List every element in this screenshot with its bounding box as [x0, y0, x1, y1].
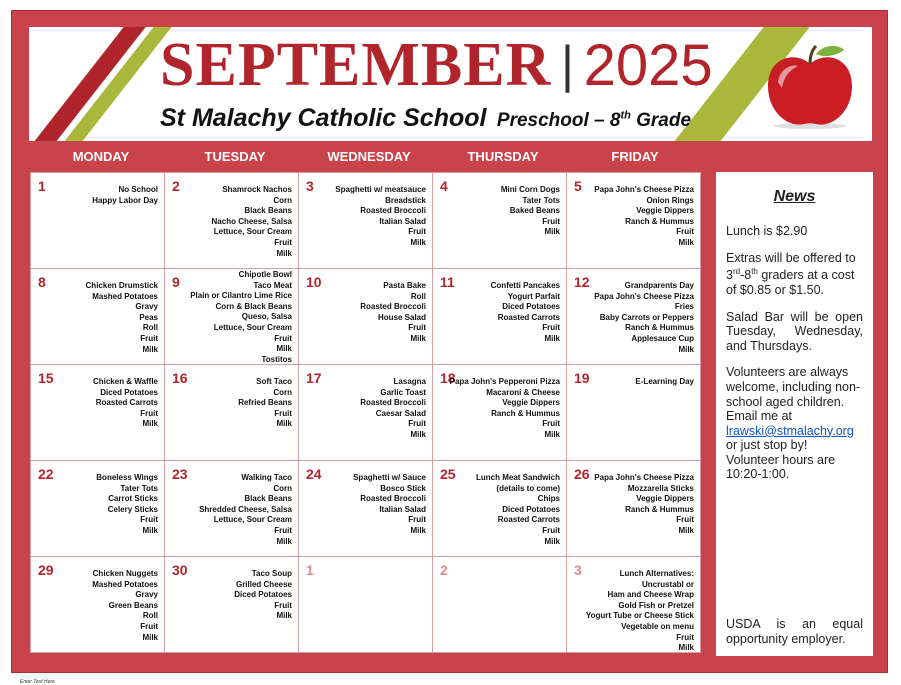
menu-item: Roll [410, 291, 426, 301]
menu-item: Fruit [408, 419, 426, 429]
menu-item: Roasted Carrots [497, 515, 560, 525]
menu-item: Corn [273, 483, 292, 493]
menu-item: Fruit [542, 525, 560, 535]
day-cell [432, 268, 567, 365]
menu-item: Veggie Dippers [502, 398, 560, 408]
menu-item: Nacho Cheese, Salsa [211, 216, 292, 226]
day-number: 17 [306, 370, 322, 386]
menu-item: Milk [544, 536, 560, 546]
day-number: 30 [172, 562, 188, 578]
menu-item: Confetti Pancakes [490, 281, 560, 290]
menu-item: Corn [273, 195, 292, 205]
menu-item: Fruit [140, 515, 158, 525]
menu-item: Milk [410, 525, 426, 535]
menu-item: Fruit [274, 408, 292, 418]
menu-item: Roasted Carrots [497, 312, 560, 322]
day-number: 8 [38, 274, 46, 290]
day-number: 26 [574, 466, 590, 482]
menu-list [594, 281, 694, 355]
day-header-thursday: THURSDAY [467, 149, 539, 164]
menu-item: Fries [674, 302, 694, 312]
menu-item: Ranch & Hummus [625, 216, 694, 226]
menu-list [353, 473, 426, 537]
extras-text-b: -8 [740, 268, 752, 283]
menu-item: Roasted Broccoli [360, 206, 426, 216]
menu-item: Fruit [542, 216, 560, 226]
menu-item: Veggie Dippers [636, 494, 694, 504]
day-cell [432, 556, 567, 653]
title [160, 30, 713, 100]
menu-list [92, 569, 158, 643]
day-number: 5 [574, 178, 582, 194]
year-title: 2025 [583, 32, 713, 98]
volunteer-note [726, 365, 863, 482]
menu-item: Fruit [274, 237, 292, 247]
day-cell [164, 268, 299, 365]
menu-item: (details to come) [496, 483, 560, 493]
menu-item: Lettuce, Sour Cream [213, 227, 292, 237]
menu-item: Taco Meat [253, 280, 292, 290]
grade-sup: th [620, 109, 631, 122]
menu-list [199, 473, 292, 547]
menu-item: Veggie Dippers [636, 206, 694, 216]
menu-item: Celery Sticks [107, 504, 158, 514]
menu-item: Gold Fish or Pretzel [618, 600, 694, 610]
day-number: 24 [306, 466, 322, 482]
menu-item: Breadstick [385, 195, 426, 205]
menu-item: Onion Rings [646, 195, 694, 205]
day-cell [432, 460, 567, 557]
menu-item: Milk [410, 429, 426, 439]
menu-item: Diced Potatoes [502, 302, 560, 312]
menu-item: Gravy [135, 302, 158, 312]
day-cell [30, 268, 165, 365]
menu-item: Milk [544, 429, 560, 439]
menu-item: Italian Salad [379, 504, 426, 514]
menu-item: Grandparents Day [624, 281, 694, 290]
grade-prefix: Preschool – 8 [496, 110, 621, 131]
menu-item: Applesauce Cup [631, 333, 694, 343]
footer-text: Enter Text Here [20, 679, 55, 685]
menu-item: Chips [537, 494, 560, 504]
menu-item: Gravy [135, 590, 158, 600]
menu-list [96, 473, 158, 537]
menu-item: Yogurt Tube or Cheese Stick [585, 611, 694, 621]
menu-item: Milk [276, 419, 292, 429]
day-cell [164, 364, 299, 461]
menu-item: Roasted Broccoli [360, 398, 426, 408]
menu-list [335, 185, 426, 249]
day-number: 12 [574, 274, 590, 290]
menu-item: Grilled Cheese [235, 579, 292, 589]
title-separator: | [559, 37, 576, 93]
day-number: 19 [574, 370, 590, 386]
menu-item: Mini Corn Dogs [500, 185, 560, 194]
menu-item: Fruit [676, 632, 694, 642]
menu-item: Fruit [140, 333, 158, 343]
menu-item: Queso, Salsa [241, 312, 292, 322]
menu-item: Walking Taco [241, 473, 292, 482]
menu-item: Pasta Bake [383, 281, 426, 290]
day-cell [30, 172, 165, 269]
day-cell [30, 460, 165, 557]
menu-item: Papa John's Cheese Pizza [594, 473, 694, 482]
day-cell [298, 268, 433, 365]
menu-list [92, 185, 158, 206]
menu-item: Fruit [140, 621, 158, 631]
day-header-friday: FRIDAY [611, 149, 659, 164]
day-cell [432, 172, 567, 269]
day-number: 11 [440, 274, 455, 290]
menu-list [491, 281, 560, 345]
menu-item: Uncrustabl or [641, 579, 694, 589]
menu-item: Lunch Alternatives: [619, 569, 694, 578]
menu-item: Milk [544, 333, 560, 343]
menu-item: Milk [410, 333, 426, 343]
menu-item: Roll [142, 611, 158, 621]
day-number: 2 [172, 178, 180, 194]
menu-item: Milk [142, 632, 158, 642]
day-number: 25 [440, 466, 456, 482]
volunteer-text: Volunteers are always welcome, including non-school aged children. Email me at [726, 365, 861, 424]
day-cell [164, 556, 299, 653]
menu-item: Mashed Potatoes [92, 291, 158, 301]
extras-sup-2: th [751, 267, 758, 277]
menu-item: Tater Tots [522, 195, 560, 205]
usda-statement: USDA is an equal opportunity employer. [726, 617, 863, 646]
news-title: News [773, 188, 816, 205]
day-header-tuesday: TUESDAY [204, 149, 266, 164]
menu-item: Spaghetti w/ Sauce [353, 473, 426, 482]
day-number: 18 [440, 370, 456, 386]
menu-item: Fruit [274, 333, 292, 343]
extras-note [726, 251, 863, 298]
menu-item: Fruit [676, 515, 694, 525]
menu-item: Fruit [408, 323, 426, 333]
menu-item: Baby Carrots or Peppers [599, 312, 694, 322]
menu-item: Lettuce, Sour Cream [213, 515, 292, 525]
menu-item: Chicken Nuggets [92, 569, 158, 578]
menu-item: Chicken & Waffle [92, 377, 158, 386]
email-link[interactable]: lrawski@stmalachy.org [726, 423, 854, 438]
day-cell [566, 556, 701, 653]
menu-list [360, 377, 426, 441]
menu-item: Chicken Drumstick [85, 281, 158, 290]
menu-item: Fruit [676, 227, 694, 237]
day-number: 3 [306, 178, 314, 194]
menu-item: E-Learning Day [635, 377, 694, 386]
menu-item: Fruit [140, 408, 158, 418]
menu-list [360, 281, 426, 345]
volunteer-hours: or just stop by! Volunteer hours are 10:20-1:00. [726, 438, 836, 482]
menu-item: Soft Taco [256, 377, 292, 386]
menu-item: Bosco Stick [380, 483, 426, 493]
menu-item: Papa John's Cheese Pizza [594, 185, 694, 194]
menu-item: Garlic Toast [380, 387, 426, 397]
menu-item: Ranch & Hummus [625, 504, 694, 514]
menu-item: Green Beans [108, 600, 158, 610]
menu-item: Mozzarella Sticks [627, 483, 694, 493]
menu-item: Carrot Sticks [108, 494, 158, 504]
menu-item: Corn [273, 387, 292, 397]
menu-item: Diced Potatoes [502, 504, 560, 514]
grade-range [497, 110, 691, 131]
menu-item: Yogurt Parfait [507, 291, 560, 301]
menu-list [450, 377, 560, 441]
day-number: 1 [306, 562, 314, 578]
menu-item: Spaghetti w/ meatsauce [335, 185, 426, 194]
menu-item: Lunch Meat Sandwich [475, 473, 560, 482]
menu-item: Ham and Cheese Wrap [607, 590, 694, 600]
day-header-monday: MONDAY [72, 149, 130, 164]
day-number: 15 [38, 370, 54, 386]
menu-item: Milk [544, 227, 560, 237]
menu-item: Black Beans [244, 494, 292, 504]
day-cell [566, 268, 701, 365]
day-cell [298, 364, 433, 461]
menu-item: Peas [139, 312, 158, 322]
extras-text-a: Extras will be offered to 3 [726, 250, 856, 283]
school-line [160, 104, 691, 133]
menu-item: Fruit [542, 323, 560, 333]
calendar-grid [30, 172, 703, 656]
menu-item: Fruit [274, 525, 292, 535]
day-header-wednesday: WEDNESDAY [327, 149, 411, 164]
salad-bar-note: Salad Bar will be open Tuesday, Wednesday, and Thursdays. [726, 309, 863, 353]
menu-item: Roasted Broccoli [360, 302, 426, 312]
day-cell [164, 172, 299, 269]
menu-item: Tostitos [261, 354, 292, 364]
menu-list [501, 185, 560, 238]
menu-list [86, 281, 158, 355]
menu-item: Refried Beans [238, 398, 292, 408]
menu-item: Milk [276, 536, 292, 546]
day-cell [298, 172, 433, 269]
day-number: 3 [574, 562, 582, 578]
news-panel [716, 172, 873, 656]
day-number: 16 [172, 370, 188, 386]
lunch-price: Lunch is $2.90 [726, 224, 808, 238]
day-cell [164, 460, 299, 557]
menu-item: Italian Salad [379, 216, 426, 226]
menu-item: Milk [678, 525, 694, 535]
day-cell [566, 460, 701, 557]
grade-suffix: Grade [630, 110, 692, 131]
month-title: SEPTEMBER [160, 30, 552, 99]
menu-item: Milk [142, 419, 158, 429]
menu-item: Roasted Carrots [95, 398, 158, 408]
day-cell [30, 364, 165, 461]
menu-item: Papa John's Cheese Pizza [594, 291, 694, 301]
menu-item: Fruit [542, 419, 560, 429]
day-number: 22 [38, 466, 54, 482]
menu-item: Milk [678, 237, 694, 247]
menu-item: Happy Labor Day [92, 195, 158, 205]
school-name: St Malachy Catholic School [160, 104, 487, 132]
menu-item: Vegetable on menu [621, 621, 694, 631]
menu-item: Papa John's Pepperoni Pizza [449, 377, 560, 386]
extras-sup-1: rd [732, 267, 741, 277]
menu-item: Taco Soup [251, 569, 292, 578]
menu-item: Mashed Potatoes [92, 579, 158, 589]
menu-item: House Salad [377, 312, 426, 322]
menu-item: Macaroni & Cheese [486, 387, 560, 397]
menu-item: Lettuce, Sour Cream [213, 322, 292, 332]
menu-item: Fruit [274, 600, 292, 610]
day-cell [566, 172, 701, 269]
menu-list [594, 473, 694, 537]
menu-list [234, 569, 292, 622]
menu-item: Black Beans [244, 206, 292, 216]
apple-icon [764, 42, 856, 130]
menu-item: Milk [276, 611, 292, 621]
menu-item: Lasagna [393, 377, 426, 386]
menu-item: Roll [142, 323, 158, 333]
menu-list [594, 185, 694, 249]
menu-item: Plain or Cilantro Lime Rice [190, 291, 292, 301]
menu-list [93, 377, 158, 430]
day-number: 10 [306, 274, 322, 290]
menu-item: Diced Potatoes [234, 590, 292, 600]
day-cell [30, 556, 165, 653]
day-number: 2 [440, 562, 448, 578]
menu-item: Fruit [408, 227, 426, 237]
menu-list [476, 473, 560, 547]
day-number: 1 [38, 178, 46, 194]
day-cell [298, 460, 433, 557]
menu-list [212, 185, 292, 259]
menu-item: Ranch & Hummus [491, 408, 560, 418]
menu-item: Chipotle Bowl [238, 270, 292, 279]
day-number: 23 [172, 466, 188, 482]
menu-item: Milk [410, 237, 426, 247]
day-cell [298, 556, 433, 653]
menu-item: Fruit [408, 515, 426, 525]
menu-item: Roasted Broccoli [360, 494, 426, 504]
menu-item: Shamrock Nachos [222, 185, 292, 194]
menu-item: Diced Potatoes [100, 387, 158, 397]
menu-list [586, 569, 694, 654]
menu-list [190, 270, 292, 365]
menu-item: Boneless Wings [96, 473, 158, 482]
day-cell [432, 364, 567, 461]
menu-list [635, 377, 694, 388]
day-cell [566, 364, 701, 461]
menu-item: Milk [276, 248, 292, 258]
menu-item: Milk [142, 525, 158, 535]
day-number: 4 [440, 178, 448, 194]
menu-item: Ranch & Hummus [625, 323, 694, 333]
day-number: 9 [172, 274, 180, 290]
menu-item: Baked Beans [509, 206, 560, 216]
menu-item: Milk [142, 344, 158, 354]
menu-item: Milk [276, 344, 292, 354]
menu-item: Corn & Black Beans [215, 301, 292, 311]
menu-item: Milk [678, 643, 694, 653]
menu-list [238, 377, 292, 430]
menu-item: No School [118, 185, 158, 194]
menu-item: Shredded Cheese, Salsa [199, 504, 292, 514]
extras-text-c: graders at a cost of $0.85 or $1.50. [726, 268, 855, 297]
menu-item: Tater Tots [120, 483, 158, 493]
day-number: 29 [38, 562, 54, 578]
menu-item: Milk [678, 344, 694, 354]
menu-item: Caesar Salad [375, 408, 426, 418]
